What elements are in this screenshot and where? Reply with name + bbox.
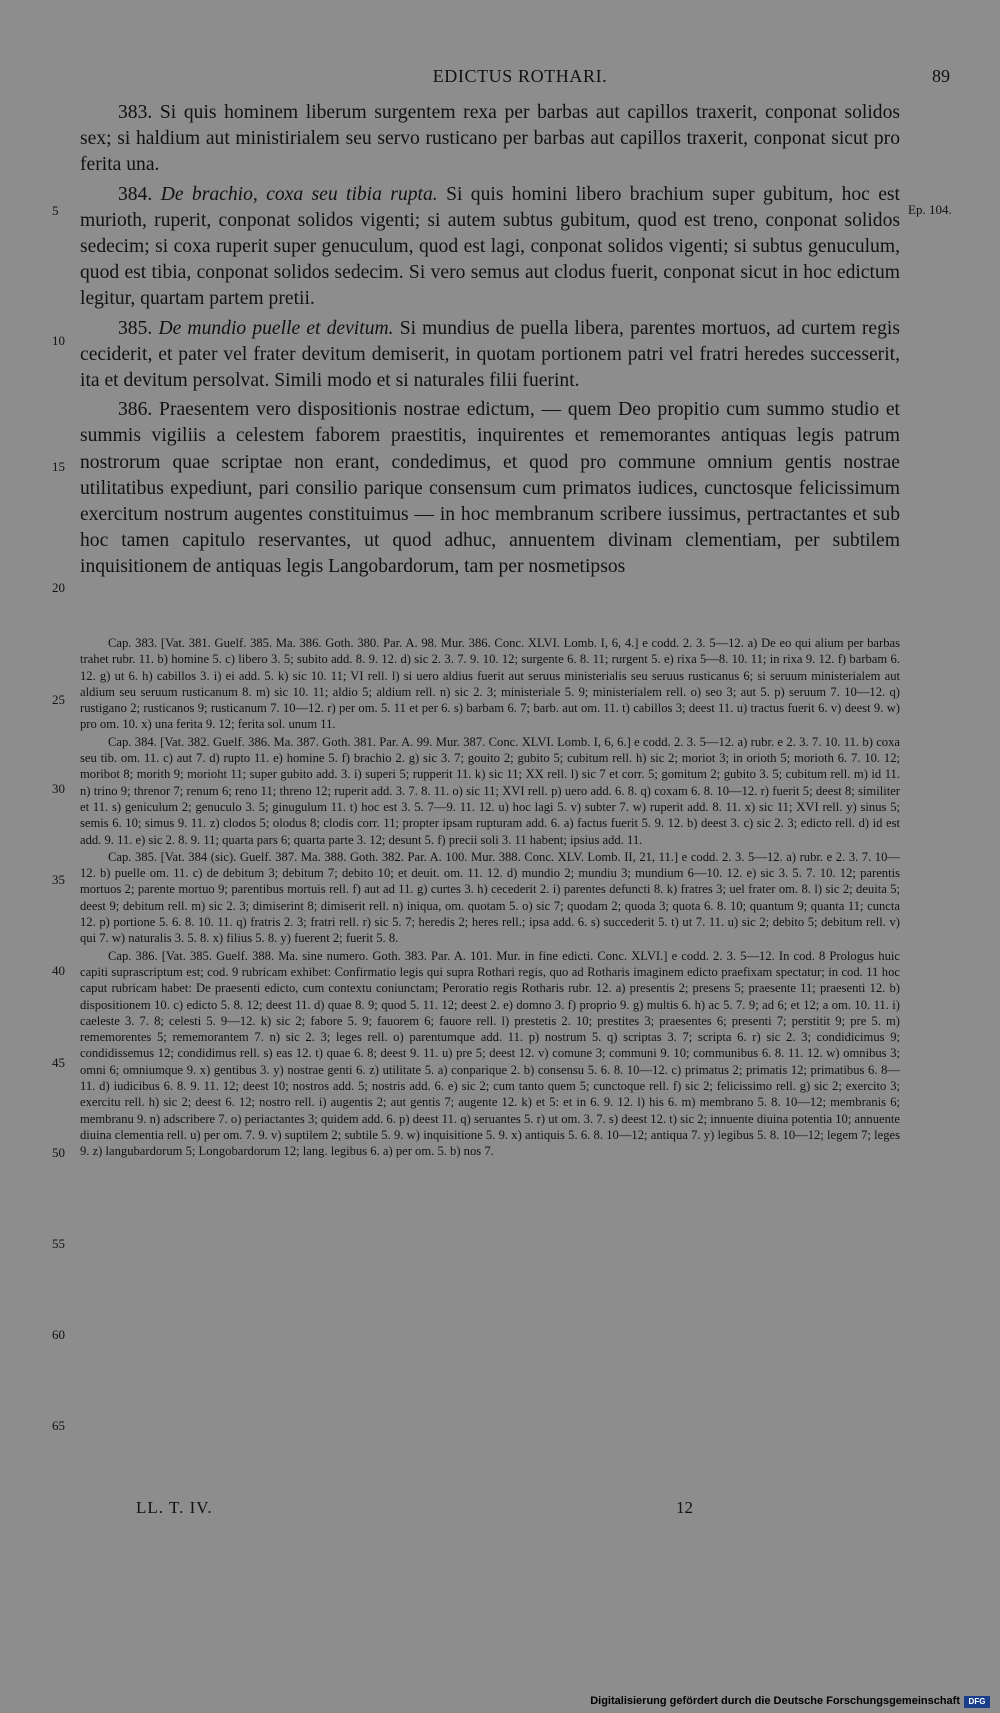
line-number: 15 [52,459,65,474]
line-number: 25 [52,692,65,707]
paragraph-384 [80,182,900,313]
paragraph-heading: De brachio, coxa seu tibia rupta. [160,183,438,205]
line-number: 65 [52,1418,65,1433]
line-number: 45 [52,1055,65,1070]
line-number: 50 [52,1145,65,1160]
paragraph-text: Si mundius de puella libera, parentes mortuos, ad curtem regis ceciderit, et pater vel frater devitum demiserit, in quotam portionem patri vel fratri heredes successerit, ita et devitum persolvat. Simili modo et si naturales filii fuerint. [80,317,900,392]
critical-apparatus [80,635,900,1161]
paragraph-number: 385. [118,317,153,339]
line-number: 10 [52,333,65,348]
paragraph-heading: De mundio puelle et devitum. [158,317,394,339]
paragraph-number: 386. [118,399,153,421]
apparatus-entry-384: Cap. 384. [Vat. 382. Guelf. 386. Ma. 387. Goth. 381. Par. A. 99. Mur. 387. Conc. XLVI. Lomb. I, 6, 6.] e codd. 2. 3. 5—12. a) rubr. e 2. 3. 7. 10. 11. b) coxa seu tib. om. 11. c) aut 7. d) rupto 11. e) homine 5. f) brachio 2. g) sic 3. 7; gouito 2; gubito 5; cubitum rell. h) sic 2; moriot 3; in orioth 5; morioth 6. 7. 10. 12; moribot 8; morith 9; morioht 11; super gubito add. 3. i) superi 5; rupperit 11. k) sic 11; XX rell. l) sic 7 et corr. 5; gomitum 2; gubito 3. 5; cubitum rell. m) id 11. n) trino 9; threnor 7; renum 6; reno 11; threno 12; ruperit add. 3. 7. 8. 11. o) sic 11; XVI rell. p) uero add. 6. 8. q) coxam 6. 8. 10—12. r) fuerit 5; deest 8; similiter et 11. s) geniculum 2; genuculo 3. 5; ginugulum 11. t) hoc est 3. 5. 7—9. 11. 12. u) hoc lagi 5. v) subter 7. w) ruperit add. 8. 11. x) sic 11; XVI rell. y) sinus 5; semis 6. 10; simus 9. 11. z) clodos 5; olodus 8; clodis corr. 11; propter ipsam rupturam add. 6. a) factus fuerit 5. 9. 12. b) deest 3. c) sic 2. 3; edicto rell. d) id est add. 9. 11. e) sic 2. 8. 9. 11; quarta pars 6; quarta parte 3. 12; desunt 5. f) precii soli 3. 11 habent; ipsius add. 11. [80,734,900,847]
line-number: 5 [52,203,59,218]
line-number: 55 [52,1236,65,1251]
funding-credit [590,1695,990,1709]
apparatus-entry-385: Cap. 385. [Vat. 384 (sic). Guelf. 387. Ma. 388. Goth. 382. Par. A. 100. Mur. 388. Conc. XLV. Lomb. II, 21, 11.] e codd. 2. 3. 5—12. a) rubr. e 2. 3. 7. 10—12. b) puelle om. 11. c) de debitum 3; debitum 7; debito 10; et deuit. om. 11. 12. d) mundio 2; mundiu 3; mundium 6—10. 12. e) sic 3. 5. 7. 10. 12; parentis mortuos 2; parente mortuo 9; parentibus mortuis rell. f) aut ad 11. g) curtes 3. h) cecederit 2. i) parentes defuncti 8. k) fratres 3; uel frater om. 8. l) sic 2; deuita 5; deest 9; debitum rell. m) sic 2. 3; dimiserint 8; dimiserit rell. n) iniqua, om. quotam 5. o) sic 7; quodam 2; quoda 3; quota 6. 8. 10; quantum 9; quanta 11; cuncta 12. p) portione 5. 6. 8. 10. 11. q) fratris 2. 3; fratri rell. r) sic 5. 7; heredis 2; heres rell.; ipsa add. 6. s) succederit 5. t) ut 7. 11. u) sic 2; debito 5; debitum rell. v) qui 7. w) naturalis 3. 5. 8. x) filius 5. 8. y) fuerent 2; fuerit 5. 8. [80,849,900,946]
line-number: 60 [52,1327,65,1342]
paragraph-text: Si quis homini libero brachium super gubitum, hoc est murioth, ruperit, conponat solidos vigenti; si autem subtus gubitum, quod est treno, conponat solidos sedecim; si coxa ruperit super genuculum, quod est lagi, conponat solidos vigenti; si subtus genuculum, quod est tibia, conponat solidos sedecim. Si vero semus aut clodus fuerit, conponat sicut in hoc edictum legitur, quartam partem pretii. [80,183,901,310]
paragraph-383 [80,100,900,179]
line-number: 30 [52,781,65,796]
funding-credit-text: Digitalisierung gefördert durch die Deutsche Forschungsgemeinschaft [590,1695,960,1707]
dfg-logo-icon: DFG [964,1696,990,1708]
running-title: EDICTUS ROTHARI. [432,66,608,86]
apparatus-entry-383: Cap. 383. [Vat. 381. Guelf. 385. Ma. 386. Goth. 380. Par. A. 98. Mur. 386. Conc. XLVI. Lomb. I, 6, 4.] e codd. 2. 3. 5—12. a) De eo qui alium per barbas trahet rubr. 11. b) homine 5. c) libero 3. 5; subito add. 8. 9. 12. d) sic 2. 3. 7. 9. 10. 12; surgente 6. 8. 11; rurgent 5. e) rixa 5—8. 10. 11; in rixa 9. 12. f) barbam 6. 12. g) ut 6. h) cabillos 3. i) ei add. 5. k) sic 10. 11; VI rell. l) si uero aldius fuerit aut seruus ministerialis seu seruus rusticanus 6; si seruum ministerialem aut aldium seu seruum rusticanum 8. m) sic 10. 11; aldio 5; aldium rell. n) sic 2. 3; ministeriale 5. 9; ministerialem rell. o) seo 3; aut 5. p) seruum 7. 10—12. q) rustigano 2; rusticanos 9; rusticanum 7. 10—12. r) per om. 5. 11 et per 6. s) barbam 6. 7; barb. aut om. 11. t) cabillos 3; deest 11. u) tractus fuerit 6. v) deest 9. w) pro om. 10. x) una ferita 9. 12; ferita sol. unum 11. [80,636,900,732]
line-number: 20 [52,580,65,595]
page-footer [136,1498,696,1520]
paragraph-text: Praesentem vero dispositionis nostrae edictum, — quem Deo propitio cum summo studio et summis vigiliis a celestem faborem praestitis, inquirentes et rememorantes antiquas legis patrum nostrorum quae scriptae non erant, condedimus, et quod pro commune omnium gentis nostrae utilitatibus expediunt, pari consilio parique consensum cum primatos iudices, cunctosque felicissimum exercitum nostrum augentes constituimus — in hoc membranum scribere iussimus, pertractantes et sub hoc tamen capitulo reservantes, ut quod adhuc, annuentem divinam clementiam, per subtilem inquisitionem de antiquas legis Langobardorum, tam per nosmetipsos [80,399,901,578]
signature-mark: LL. T. IV. [136,1498,213,1517]
page-header [80,66,960,90]
paragraph-386 [80,397,900,580]
paragraph-number: 383. [118,102,153,123]
page-number: 89 [932,66,950,86]
sheet-number: 12 [676,1498,693,1517]
margin-note: Ep. 104. [908,202,952,217]
edict-text [80,100,900,581]
paragraph-385 [80,316,900,395]
paragraph-text: Si quis hominem liberum surgentem rexa per barbas aut capillos traxerit, conponat solidos sex; si haldium aut ministirialem seu servo rusticano per barbas aut capillos traxerit, conponat sicut pro ferita una. [80,102,900,176]
line-number: 35 [52,872,65,887]
paragraph-number: 384. [118,183,153,205]
line-number: 40 [52,963,65,978]
apparatus-entry-386: Cap. 386. [Vat. 385. Guelf. 388. Ma. sine numero. Goth. 383. Par. A. 101. Mur. in fine edicti. Conc. XLVI.] e codd. 2. 3. 5—12. In cod. 8 Prologus huic capiti suprascriptum est; cod. 9 rubricam exhibet: Confirmatio legis qui supra Rothari regis, quo ad Rotharis imaginem edicto praefixam spectatur; in cod. 11 hoc caput rubricam habet: De praesenti edicto, cum contextu coniunctam; Peroratio regis Rotharis rubr. 12. a) presentis 2; presens 5; praesente 11; praesenti 12. b) dispositionem 10. c) edicto 5. 8. 12; deest 11. d) quae 8. 9; quod 5. 11. 12; deest 2. e) domno 3. f) proprio 9. g) multis 6. h) ac 5. 7. 9; ad 6; et 12; a om. 10. 11. i) caeleste 3. 7. 8; celesti 5. 9—12. k) sic 2; fabore 5. 9; fauorem 6; fauore rell. l) prestetis 2. 10; prestites 3; praesentes 6; presenti 7; perstitit 9; pre 5. m) rememorentes 5; rememorantem 7. n) sic 2. 3; leges rell. o) parentumque add. 11. p) nostrum 5. q) scriptas 3. 7; scripta 6. r) sic 2. 3; condidicimus 9; condidissemus 12; condidimus rell. s) eas 12. t) quae 6. 8; deest 9. 11. u) pre 5; deest 12. v) comune 3; communi 9. 10; communibus 6. 8. 11. 12. w) omnibus 3; omni 6; omniumque 9. x) gentibus 3. y) nostrae genti 6. z) utilitate 5. a) conparique 2. b) consensu 5. 6. 8. 10—12. c) primatus 2; primatis 12; primatibus 6. 8—11. d) iudicibus 6. 8. 9. 11. 12; deest 10; nostros add. 5; nostris add. 6. e) sic 2; cum tanto quem 5; cunctoque rell. f) sic 2; felicissimo rell. g) sic 2; exercito 3; exercitu rell. h) sic 2; deest 6. 12; nostro rell. i) augentis 2; aut gentis 7; augente 12. k) et 5: et in 6. 9. 12. l) his 6. m) membrano 5. 8. 10—12; membranis 6; membranu 9. n) adscribere 7. o) periactantes 3; quidem add. 6. p) deest 11. q) seruantes 5. r) ut om. 3. 7. s) deest 12. t) sic 2; innuente diuina potentia 10; annuente diuina clementia rell. u) per om. 7. 9. v) suptilem 2; subtile 5. 9. w) inquisitione 5. 9. x) antiquis 5. 6. 8. 10—12; antiqua 7. y) legibus 5. 8. 10—12; legem 7; leges 9. z) langubardorum 5; Longobardorum 12; lang. legibus 6. a) per om. 5. b) nos 7. [80,948,900,1159]
